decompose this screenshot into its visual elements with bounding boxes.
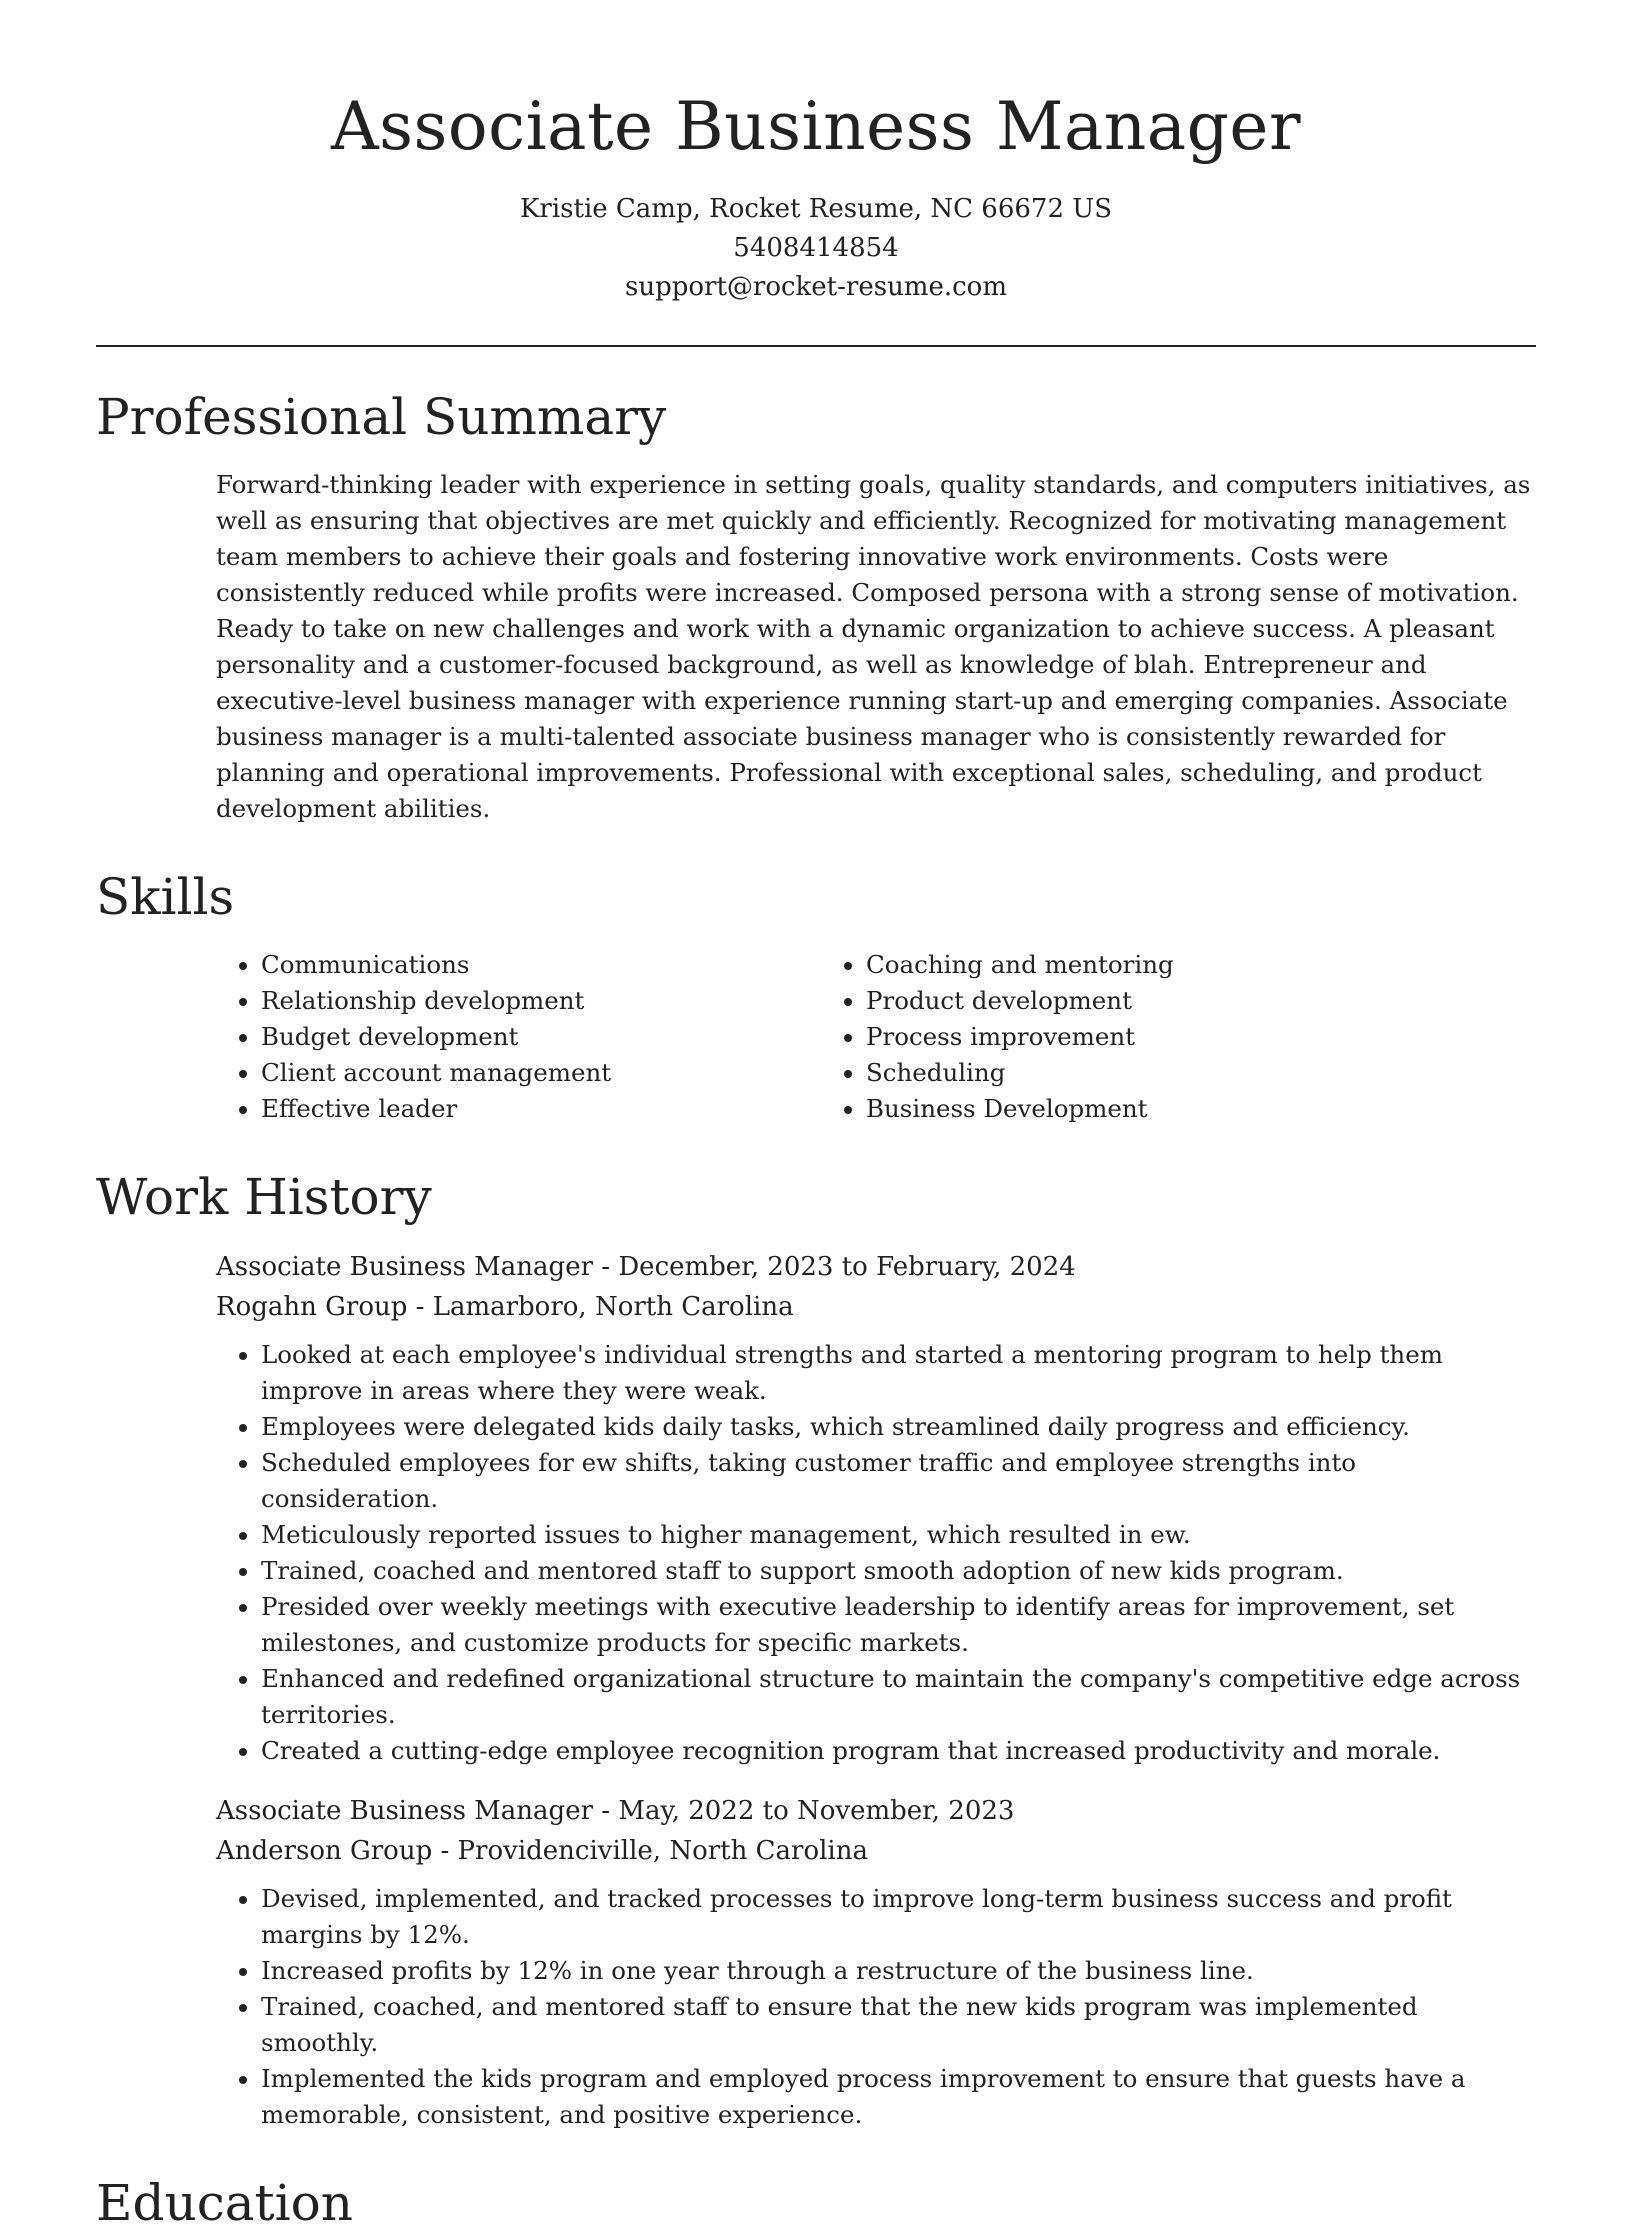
job-bullet: • Enhanced and redefined organizational structure to maintain the company's competitive edge across territories.: [261, 1661, 1536, 1733]
skills-section: [216, 947, 1536, 1127]
job-bullet: • Meticulously reported issues to higher management, which resulted in ew.: [261, 1517, 1536, 1553]
skill-item: • Process improvement: [866, 1019, 1426, 1055]
resume-header: [96, 0, 1536, 307]
education-heading: Education: [96, 2174, 353, 2232]
job-bullets: [216, 1337, 1536, 1769]
header-divider: [96, 345, 1536, 347]
skill-item: • Relationship development: [261, 983, 821, 1019]
skills-list-right: [821, 947, 1426, 1127]
skill-item: • Coaching and mentoring: [866, 947, 1426, 983]
job-bullet: • Looked at each employee's individual strengths and started a mentoring program to help them improve in areas where they were weak.: [261, 1337, 1536, 1409]
contact-phone: 5408414854: [733, 233, 899, 263]
skill-item: • Scheduling: [866, 1055, 1426, 1091]
job-company-line: [216, 1831, 1536, 1871]
job-company-line: [216, 1287, 1536, 1327]
job-bullet: • Employees were delegated kids daily tasks, which streamlined daily progress and efficiency.: [261, 1409, 1536, 1445]
contact-email: support@rocket-resume.com: [624, 272, 1007, 302]
job-title-line: [216, 1791, 1536, 1831]
contact-address: Kristie Camp, Rocket Resume, NC 66672 US: [519, 194, 1113, 224]
summary-text: Forward-thinking leader with experience in setting goals, quality standards, and computers initiatives, as well as ensuring that objectives are met quickly and efficiently. Recognized for motivating management team members to achieve their goals and fostering innovative work environments. Costs were consistently reduced while profits were increased. Composed persona with a strong sense of motivation. Ready to take on new challenges and work with a dynamic organization to achieve success. A pleasant personality and a customer-focused background, as well as knowledge of blah. Entrepreneur and executive-level business manager with experience running start-up and emerging companies. Associate business manager is a multi-talented associate business manager who is consistently rewarded for planning and operational improvements. Professional with exceptional sales, scheduling, and product development abilities.: [216, 470, 1531, 823]
job-entry: [216, 1791, 1536, 2133]
summary-section: [216, 467, 1536, 827]
job-dates: - May, 2022 to November, 2023: [593, 1796, 1015, 1826]
skills-heading: Skills: [96, 868, 235, 926]
summary-heading: Professional Summary: [96, 388, 667, 446]
skill-item: • Client account management: [261, 1055, 821, 1091]
resume-title: Associate Business Manager: [330, 88, 1302, 165]
skill-item: • Business Development: [866, 1091, 1426, 1127]
job-bullet: • Trained, coached and mentored staff to support smooth adoption of new kids program.: [261, 1553, 1536, 1589]
job-bullet: • Presided over weekly meetings with executive leadership to identify areas for improvement, set milestones, and customize products for specific markets.: [261, 1589, 1536, 1661]
work-history-section: [216, 1247, 1536, 2133]
skill-item: • Budget development: [261, 1019, 821, 1055]
job-title: Associate Business Manager: [216, 1796, 594, 1826]
skill-item: • Communications: [261, 947, 821, 983]
contact-block: [96, 190, 1536, 307]
job-title: Associate Business Manager: [216, 1252, 594, 1282]
work-history-heading: Work History: [96, 1168, 432, 1226]
job-title-line: [216, 1247, 1536, 1287]
skills-list-left: [216, 947, 821, 1127]
job-bullet: • Implemented the kids program and employed process improvement to ensure that guests have a memorable, consistent, and positive experience.: [261, 2061, 1536, 2133]
job-bullet: • Devised, implemented, and tracked processes to improve long-term business success and profit margins by 12%.: [261, 1881, 1536, 1953]
job-bullet: • Scheduled employees for ew shifts, taking customer traffic and employee strengths into consideration.: [261, 1445, 1536, 1517]
job-location: - Providenciville, North Carolina: [432, 1836, 868, 1866]
job-bullet: • Trained, coached, and mentored staff to ensure that the new kids program was implemented smoothly.: [261, 1989, 1536, 2061]
skill-item: • Effective leader: [261, 1091, 821, 1127]
job-company: Rogahn Group: [216, 1292, 408, 1322]
job-entry: [216, 1247, 1536, 1769]
skill-item: • Product development: [866, 983, 1426, 1019]
job-location: - Lamarboro, North Carolina: [407, 1292, 794, 1322]
job-dates: - December, 2023 to February, 2024: [593, 1252, 1076, 1282]
job-bullet: • Increased profits by 12% in one year through a restructure of the business line.: [261, 1953, 1536, 1989]
job-bullet: • Created a cutting-edge employee recognition program that increased productivity and morale.: [261, 1733, 1536, 1769]
job-company: Anderson Group: [216, 1836, 433, 1866]
job-bullets: [216, 1881, 1536, 2133]
